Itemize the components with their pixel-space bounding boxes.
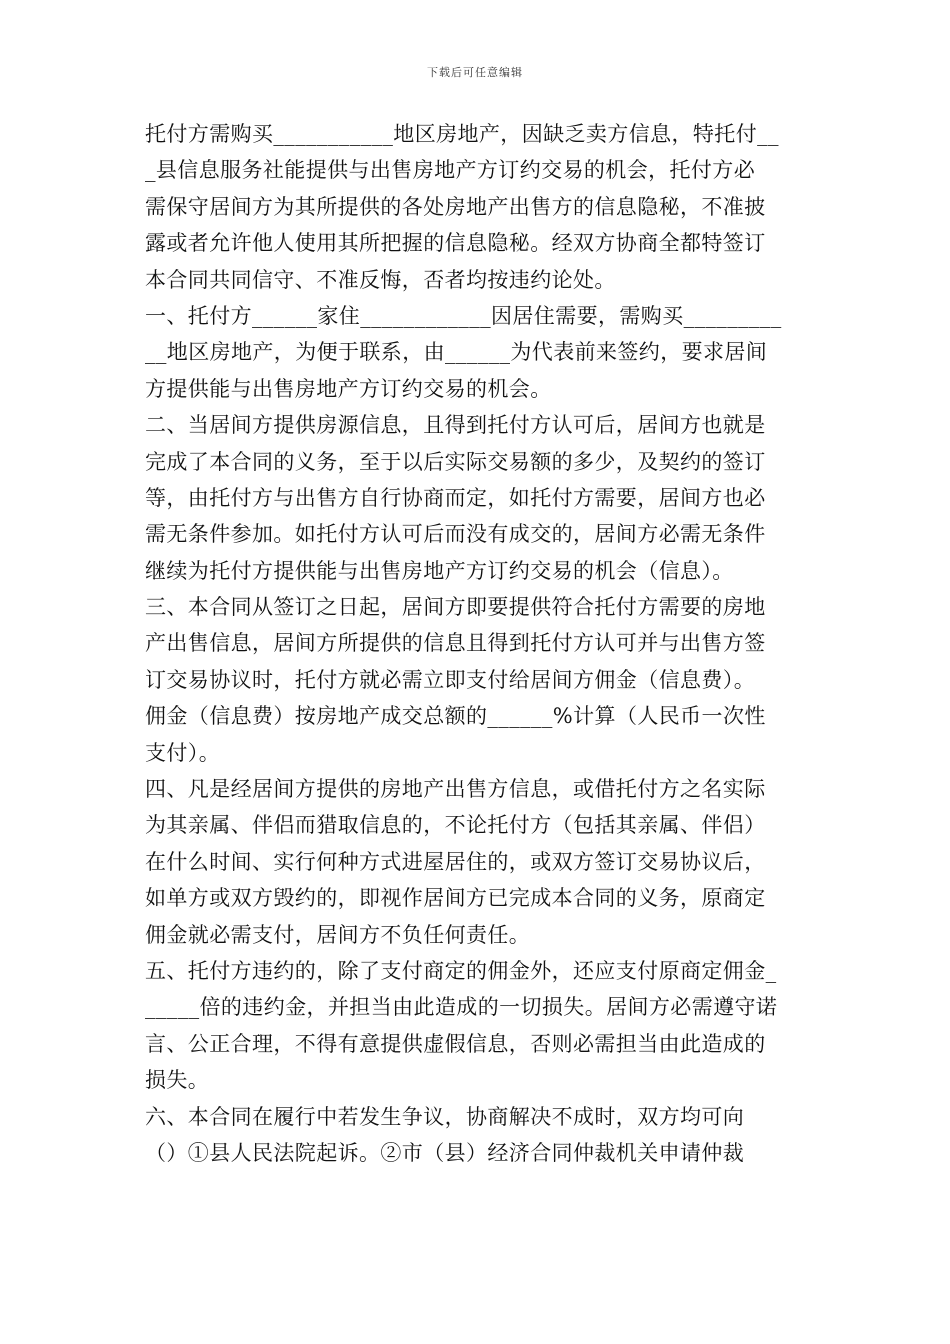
text-line: 在什么时间、实行何种方式进屋居住的，或双方签订交易协议后， xyxy=(145,849,766,874)
text-line: （）①县人民法院起诉。②市（县）经济合同仲裁机关申请仲裁 xyxy=(145,1140,745,1165)
text-line: 佣金（信息费）按房地产成交总额的______%计算（人民币一次性 xyxy=(145,704,766,729)
text-line: 佣金就必需支付，居间方不负任何责任。 xyxy=(145,922,531,947)
text-line: 损失。 xyxy=(145,1068,210,1093)
text-line: 订交易协议时，托付方就必需立即支付给居间方佣金（信息费）。 xyxy=(145,667,756,692)
text-line: 一、托付方______家住____________因居住需要，需购买_________ xyxy=(145,303,782,328)
text-line: 为其亲属、伴侣而猎取信息的，不论托付方（包括其亲属、伴侣） xyxy=(145,813,766,838)
text-line: 本合同共同信守、不准反悔，否者均按违约论处。 xyxy=(145,267,616,292)
text-line: 三、本合同从签订之日起，居间方即要提供符合托付方需要的房地 xyxy=(145,595,766,620)
contract-body xyxy=(145,116,810,1171)
text-line: 如单方或双方毁约的，即视作居间方已完成本合同的义务，原商定 xyxy=(145,886,766,911)
text-line: 完成了本合同的义务，至于以后实际交易额的多少，及契约的签订 xyxy=(145,449,766,474)
text-line: 五、托付方违约的，除了支付商定的佣金外，还应支付原商定佣金_ xyxy=(145,958,777,983)
text-line: 露或者允许他人使用其所把握的信息隐秘。经双方协商全都特签订 xyxy=(145,231,766,256)
text-line: 产出售信息，居间方所提供的信息且得到托付方认可并与出售方签 xyxy=(145,631,766,656)
text-line: _县信息服务社能提供与出售房地产方订约交易的机会，托付方必 xyxy=(145,158,756,183)
page-header: 下载后可任意编辑 xyxy=(427,66,523,79)
text-line: 二、当居间方提供房源信息，且得到托付方认可后，居间方也就是 xyxy=(145,413,766,438)
text-line: 需无条件参加。如托付方认可后而没有成交的，居间方必需无条件 xyxy=(145,522,766,547)
text-line: 托付方需购买___________地区房地产，因缺乏卖方信息，特托付__ xyxy=(145,122,779,146)
text-line: 等，由托付方与出售方自行协商而定，如托付方需要，居间方也必 xyxy=(145,485,766,510)
text-line: 需保守居间方为其所提供的各处房地产出售方的信息隐秘，不准披 xyxy=(145,194,766,219)
text-line: _____倍的违约金，并担当由此造成的一切损失。居间方必需遵守诺 xyxy=(145,995,778,1020)
text-line: __地区房地产，为便于联系，由______为代表前来签约，要求居间 xyxy=(145,340,768,365)
text-line: 言、公正合理，不得有意提供虚假信息，否则必需担当由此造成的 xyxy=(145,1031,766,1056)
text-line: 方提供能与出售房地产方订约交易的机会。 xyxy=(145,376,552,401)
text-line: 支付）。 xyxy=(145,740,221,765)
text-line: 四、凡是经居间方提供的房地产出售方信息，或借托付方之名实际 xyxy=(145,777,766,802)
text-line: 继续为托付方提供能与出售房地产方订约交易的机会（信息）。 xyxy=(145,558,734,583)
text-line: 六、本合同在履行中若发生争议，协商解决不成时，双方均可向 xyxy=(145,1104,745,1129)
